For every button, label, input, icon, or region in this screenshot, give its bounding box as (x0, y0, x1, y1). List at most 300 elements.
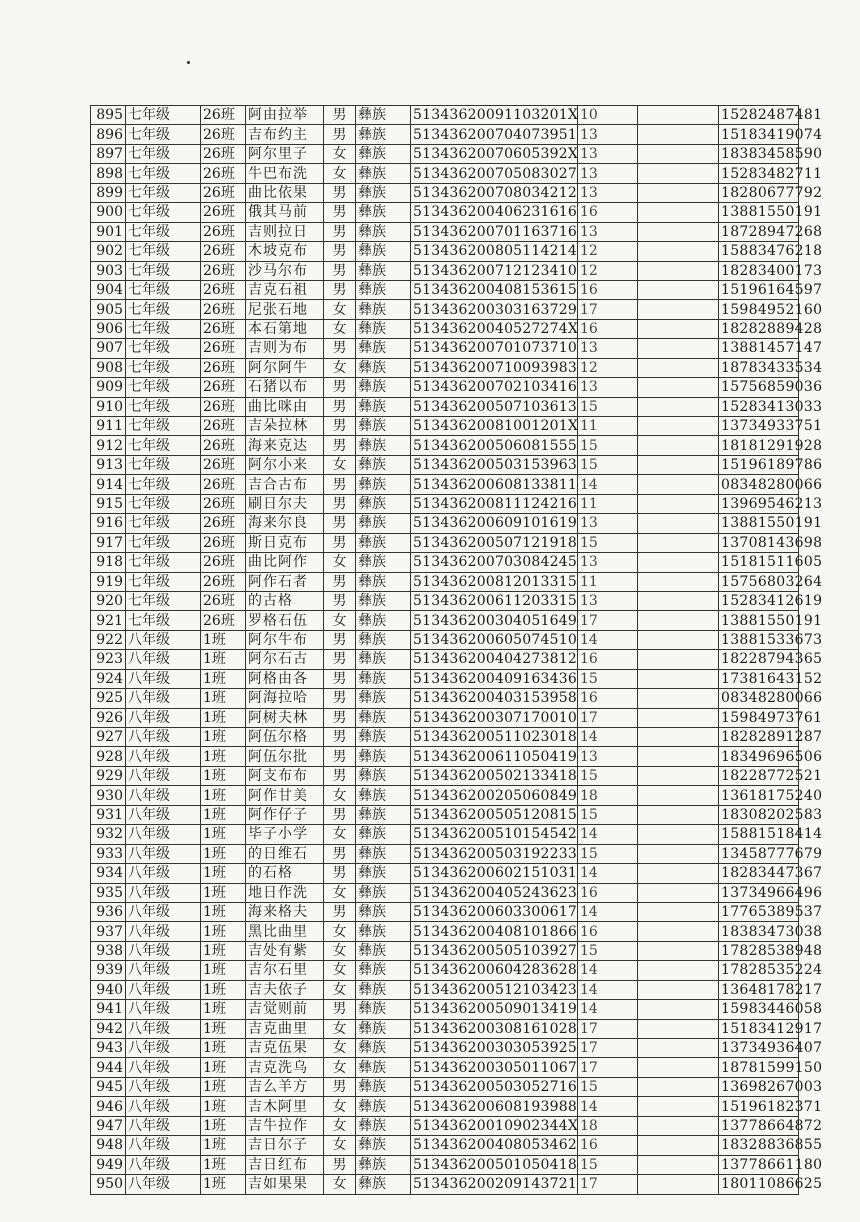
ethnicity-cell: 彝族 (356, 961, 411, 980)
phone-cell: 17765389537 (719, 902, 799, 921)
phone-cell: 15183412917 (719, 1019, 799, 1038)
id-number-cell: 513436200602151031 (411, 864, 578, 883)
id-number-cell: 513436200603300617 (411, 902, 578, 921)
phone-cell: 18181291928 (719, 436, 799, 455)
age-cell: 14 (578, 475, 638, 494)
id-number-cell: 513436200405243623 (411, 883, 578, 902)
age-cell: 13 (578, 514, 638, 533)
row-number: 921 (91, 611, 126, 630)
class-cell: 1班 (201, 980, 246, 999)
address-cell (638, 106, 719, 125)
grade-cell: 七年级 (126, 203, 201, 222)
row-number: 949 (91, 1155, 126, 1174)
id-number-cell: 513436200403153958 (411, 689, 578, 708)
row-number: 948 (91, 1136, 126, 1155)
id-number-cell: 513436200209143721 (411, 1175, 578, 1194)
id-number-cell: 51343620010902344X (411, 1116, 578, 1135)
phone-cell: 18011086625 (719, 1175, 799, 1194)
grade-cell: 八年级 (126, 689, 201, 708)
id-number-cell: 513436200503052716 (411, 1077, 578, 1096)
ethnicity-cell: 彝族 (356, 611, 411, 630)
row-number: 905 (91, 300, 126, 319)
class-cell: 1班 (201, 766, 246, 785)
row-number: 947 (91, 1116, 126, 1135)
phone-cell: 18228772521 (719, 766, 799, 785)
age-cell: 14 (578, 825, 638, 844)
name-cell: 阿尔里子 (246, 144, 324, 163)
age-cell: 15 (578, 436, 638, 455)
grade-cell: 八年级 (126, 786, 201, 805)
class-cell: 26班 (201, 572, 246, 591)
grade-cell: 八年级 (126, 864, 201, 883)
grade-cell: 八年级 (126, 805, 201, 824)
id-number-cell: 513436200304051649 (411, 611, 578, 630)
row-number: 917 (91, 533, 126, 552)
phone-cell: 18280677792 (719, 183, 799, 202)
age-cell: 15 (578, 397, 638, 416)
phone-cell: 13881550191 (719, 611, 799, 630)
sex-cell: 男 (324, 864, 356, 883)
id-number-cell: 513436200611203315 (411, 591, 578, 610)
row-number: 895 (91, 106, 126, 125)
address-cell (638, 183, 719, 202)
phone-cell: 18282891287 (719, 728, 799, 747)
name-cell: 阿伍尔批 (246, 747, 324, 766)
address-cell (638, 1058, 719, 1077)
id-number-cell: 513436200510154542 (411, 825, 578, 844)
name-cell: 阿尔阿牛 (246, 358, 324, 377)
sex-cell: 男 (324, 1155, 356, 1174)
row-number: 914 (91, 475, 126, 494)
ethnicity-cell: 彝族 (356, 203, 411, 222)
phone-cell: 18383458590 (719, 144, 799, 163)
table-row (91, 572, 799, 591)
id-number-cell: 513436200404273812 (411, 650, 578, 669)
name-cell: 阿作甘美 (246, 786, 324, 805)
grade-cell: 七年级 (126, 300, 201, 319)
table-row (91, 300, 799, 319)
table-row (91, 766, 799, 785)
table-row (91, 261, 799, 280)
sex-cell: 男 (324, 805, 356, 824)
name-cell: 吉夫依子 (246, 980, 324, 999)
class-cell: 1班 (201, 708, 246, 727)
phone-cell: 18328836855 (719, 1136, 799, 1155)
phone-cell: 15196189786 (719, 455, 799, 474)
row-number: 902 (91, 242, 126, 261)
table-row (91, 902, 799, 921)
sex-cell: 女 (324, 1058, 356, 1077)
row-number: 934 (91, 864, 126, 883)
ethnicity-cell: 彝族 (356, 514, 411, 533)
row-number: 941 (91, 1000, 126, 1019)
address-cell (638, 1000, 719, 1019)
address-cell (638, 300, 719, 319)
sex-cell: 女 (324, 1097, 356, 1116)
sex-cell: 男 (324, 378, 356, 397)
phone-cell: 15196164597 (719, 280, 799, 299)
table-row (91, 514, 799, 533)
class-cell: 1班 (201, 689, 246, 708)
grade-cell: 八年级 (126, 669, 201, 688)
grade-cell: 七年级 (126, 591, 201, 610)
grade-cell: 七年级 (126, 280, 201, 299)
ethnicity-cell: 彝族 (356, 1077, 411, 1096)
table-row (91, 203, 799, 222)
ethnicity-cell: 彝族 (356, 1039, 411, 1058)
phone-cell: 13881533673 (719, 630, 799, 649)
class-cell: 1班 (201, 1175, 246, 1194)
ethnicity-cell: 彝族 (356, 669, 411, 688)
class-cell: 1班 (201, 825, 246, 844)
name-cell: 吉布约主 (246, 125, 324, 144)
address-cell (638, 728, 719, 747)
address-cell (638, 630, 719, 649)
row-number: 943 (91, 1039, 126, 1058)
grade-cell: 七年级 (126, 339, 201, 358)
id-number-cell: 513436200512103423 (411, 980, 578, 999)
grade-cell: 八年级 (126, 1136, 201, 1155)
ethnicity-cell: 彝族 (356, 1116, 411, 1135)
ethnicity-cell: 彝族 (356, 358, 411, 377)
grade-cell: 七年级 (126, 183, 201, 202)
ethnicity-cell: 彝族 (356, 805, 411, 824)
table-row (91, 144, 799, 163)
row-number: 926 (91, 708, 126, 727)
class-cell: 26班 (201, 494, 246, 513)
table-row (91, 728, 799, 747)
grade-cell: 七年级 (126, 417, 201, 436)
ethnicity-cell: 彝族 (356, 319, 411, 338)
sex-cell: 女 (324, 786, 356, 805)
class-cell: 26班 (201, 242, 246, 261)
name-cell: 曲比咪由 (246, 397, 324, 416)
class-cell: 26班 (201, 358, 246, 377)
phone-cell: 15883476218 (719, 242, 799, 261)
table-row (91, 280, 799, 299)
address-cell (638, 980, 719, 999)
row-number: 945 (91, 1077, 126, 1096)
table-row (91, 436, 799, 455)
row-number: 940 (91, 980, 126, 999)
class-cell: 1班 (201, 1000, 246, 1019)
sex-cell: 男 (324, 494, 356, 513)
class-cell: 1班 (201, 883, 246, 902)
ethnicity-cell: 彝族 (356, 1019, 411, 1038)
age-cell: 13 (578, 553, 638, 572)
id-number-cell: 513436200702103416 (411, 378, 578, 397)
address-cell (638, 1136, 719, 1155)
class-cell: 1班 (201, 844, 246, 863)
grade-cell: 八年级 (126, 708, 201, 727)
address-cell (638, 961, 719, 980)
address-cell (638, 494, 719, 513)
phone-cell: 15196182371 (719, 1097, 799, 1116)
sex-cell: 女 (324, 1116, 356, 1135)
sex-cell: 男 (324, 280, 356, 299)
row-number: 935 (91, 883, 126, 902)
table-row (91, 883, 799, 902)
row-number: 927 (91, 728, 126, 747)
address-cell (638, 669, 719, 688)
id-number-cell: 513436200305011067 (411, 1058, 578, 1077)
row-number: 950 (91, 1175, 126, 1194)
row-number: 911 (91, 417, 126, 436)
id-number-cell: 51343620040527274X (411, 319, 578, 338)
name-cell: 吉日尔子 (246, 1136, 324, 1155)
sex-cell: 男 (324, 397, 356, 416)
table-row (91, 1019, 799, 1038)
id-number-cell: 513436200701163716 (411, 222, 578, 241)
id-number-cell: 513436200308161028 (411, 1019, 578, 1038)
name-cell: 吉日红布 (246, 1155, 324, 1174)
name-cell: 石猪以布 (246, 378, 324, 397)
age-cell: 13 (578, 125, 638, 144)
class-cell: 1班 (201, 961, 246, 980)
id-number-cell: 513436200406231616 (411, 203, 578, 222)
sex-cell: 女 (324, 1019, 356, 1038)
phone-cell: 15756859036 (719, 378, 799, 397)
table-row (91, 1175, 799, 1194)
grade-cell: 八年级 (126, 922, 201, 941)
grade-cell: 七年级 (126, 553, 201, 572)
phone-cell: 08348280066 (719, 475, 799, 494)
table-row (91, 1136, 799, 1155)
class-cell: 26班 (201, 183, 246, 202)
phone-cell: 15881518414 (719, 825, 799, 844)
table-row (91, 397, 799, 416)
sex-cell: 男 (324, 728, 356, 747)
row-number: 910 (91, 397, 126, 416)
sex-cell: 男 (324, 417, 356, 436)
id-number-cell: 513436200307170010 (411, 708, 578, 727)
address-cell (638, 922, 719, 941)
name-cell: 吉克伍果 (246, 1039, 324, 1058)
name-cell: 阿格由各 (246, 669, 324, 688)
row-number: 923 (91, 650, 126, 669)
grade-cell: 八年级 (126, 747, 201, 766)
age-cell: 15 (578, 844, 638, 863)
sex-cell: 女 (324, 611, 356, 630)
phone-cell: 18349696506 (719, 747, 799, 766)
grade-cell: 七年级 (126, 125, 201, 144)
table-row (91, 1116, 799, 1135)
table-row (91, 941, 799, 960)
name-cell: 阿由拉举 (246, 106, 324, 125)
grade-cell: 八年级 (126, 1097, 201, 1116)
ethnicity-cell: 彝族 (356, 125, 411, 144)
age-cell: 13 (578, 144, 638, 163)
phone-cell: 13734936407 (719, 1039, 799, 1058)
name-cell: 吉克曲里 (246, 1019, 324, 1038)
age-cell: 16 (578, 689, 638, 708)
row-number: 938 (91, 941, 126, 960)
class-cell: 26班 (201, 339, 246, 358)
age-cell: 13 (578, 591, 638, 610)
ethnicity-cell: 彝族 (356, 883, 411, 902)
grade-cell: 七年级 (126, 611, 201, 630)
row-number: 944 (91, 1058, 126, 1077)
name-cell: 地日作洗 (246, 883, 324, 902)
name-cell: 吉克石祖 (246, 280, 324, 299)
address-cell (638, 203, 719, 222)
ethnicity-cell: 彝族 (356, 300, 411, 319)
ethnicity-cell: 彝族 (356, 766, 411, 785)
address-cell (638, 397, 719, 416)
phone-cell: 17828538948 (719, 941, 799, 960)
phone-cell: 13881457147 (719, 339, 799, 358)
table-row (91, 922, 799, 941)
grade-cell: 八年级 (126, 1116, 201, 1135)
table-row (91, 533, 799, 552)
grade-cell: 八年级 (126, 1019, 201, 1038)
address-cell (638, 825, 719, 844)
name-cell: 曲比阿作 (246, 553, 324, 572)
name-cell: 本石第地 (246, 319, 324, 338)
ethnicity-cell: 彝族 (356, 475, 411, 494)
id-number-cell: 513436200409163436 (411, 669, 578, 688)
phone-cell: 13778664872 (719, 1116, 799, 1135)
name-cell: 俄其马前 (246, 203, 324, 222)
row-number: 946 (91, 1097, 126, 1116)
phone-cell: 13881550191 (719, 514, 799, 533)
ethnicity-cell: 彝族 (356, 280, 411, 299)
age-cell: 15 (578, 669, 638, 688)
age-cell: 15 (578, 455, 638, 474)
address-cell (638, 164, 719, 183)
address-cell (638, 1019, 719, 1038)
table-row (91, 650, 799, 669)
table-row (91, 591, 799, 610)
age-cell: 14 (578, 980, 638, 999)
table-row (91, 825, 799, 844)
sex-cell: 男 (324, 708, 356, 727)
phone-cell: 13881550191 (719, 203, 799, 222)
age-cell: 16 (578, 922, 638, 941)
id-number-cell: 513436200502133418 (411, 766, 578, 785)
ethnicity-cell: 彝族 (356, 630, 411, 649)
ethnicity-cell: 彝族 (356, 844, 411, 863)
ethnicity-cell: 彝族 (356, 1058, 411, 1077)
id-number-cell: 513436200507121918 (411, 533, 578, 552)
sex-cell: 男 (324, 261, 356, 280)
table-row (91, 786, 799, 805)
age-cell: 14 (578, 1097, 638, 1116)
grade-cell: 七年级 (126, 358, 201, 377)
phone-cell: 18283447367 (719, 864, 799, 883)
ethnicity-cell: 彝族 (356, 222, 411, 241)
table-row (91, 630, 799, 649)
age-cell: 13 (578, 747, 638, 766)
age-cell: 13 (578, 183, 638, 202)
id-number-cell: 513436200605074510 (411, 630, 578, 649)
grade-cell: 七年级 (126, 475, 201, 494)
class-cell: 26班 (201, 280, 246, 299)
address-cell (638, 378, 719, 397)
class-cell: 26班 (201, 144, 246, 163)
address-cell (638, 1039, 719, 1058)
age-cell: 17 (578, 611, 638, 630)
grade-cell: 七年级 (126, 514, 201, 533)
class-cell: 1班 (201, 728, 246, 747)
row-number: 897 (91, 144, 126, 163)
ethnicity-cell: 彝族 (356, 708, 411, 727)
age-cell: 11 (578, 572, 638, 591)
address-cell (638, 902, 719, 921)
row-number: 932 (91, 825, 126, 844)
name-cell: 吉朵拉林 (246, 417, 324, 436)
class-cell: 26班 (201, 553, 246, 572)
ethnicity-cell: 彝族 (356, 1000, 411, 1019)
sex-cell: 男 (324, 533, 356, 552)
grade-cell: 八年级 (126, 728, 201, 747)
table-row (91, 611, 799, 630)
age-cell: 12 (578, 358, 638, 377)
age-cell: 15 (578, 941, 638, 960)
address-cell (638, 144, 719, 163)
grade-cell: 八年级 (126, 980, 201, 999)
age-cell: 16 (578, 319, 638, 338)
phone-cell: 13698267003 (719, 1077, 799, 1096)
table-row (91, 1077, 799, 1096)
ethnicity-cell: 彝族 (356, 1175, 411, 1194)
phone-cell: 15984973761 (719, 708, 799, 727)
age-cell: 15 (578, 533, 638, 552)
address-cell (638, 766, 719, 785)
address-cell (638, 358, 719, 377)
row-number: 924 (91, 669, 126, 688)
id-number-cell: 513436200503153963 (411, 455, 578, 474)
row-number: 904 (91, 280, 126, 299)
address-cell (638, 844, 719, 863)
id-number-cell: 513436200509013419 (411, 1000, 578, 1019)
ethnicity-cell: 彝族 (356, 980, 411, 999)
class-cell: 26班 (201, 611, 246, 630)
table-row (91, 164, 799, 183)
phone-cell: 13708143698 (719, 533, 799, 552)
name-cell: 阿海拉哈 (246, 689, 324, 708)
row-number: 899 (91, 183, 126, 202)
table-row (91, 1155, 799, 1174)
sex-cell: 男 (324, 1000, 356, 1019)
grade-cell: 七年级 (126, 397, 201, 416)
table-row (91, 319, 799, 338)
address-cell (638, 319, 719, 338)
age-cell: 16 (578, 650, 638, 669)
name-cell: 阿作仔子 (246, 805, 324, 824)
class-cell: 26班 (201, 417, 246, 436)
id-number-cell: 513436200303053925 (411, 1039, 578, 1058)
name-cell: 毕子小学 (246, 825, 324, 844)
id-number-cell: 513436200811124216 (411, 494, 578, 513)
class-cell: 1班 (201, 669, 246, 688)
id-number-cell: 513436200501050418 (411, 1155, 578, 1174)
sex-cell: 男 (324, 222, 356, 241)
grade-cell: 八年级 (126, 1058, 201, 1077)
address-cell (638, 689, 719, 708)
grade-cell: 七年级 (126, 319, 201, 338)
grade-cell: 八年级 (126, 1000, 201, 1019)
table-row (91, 125, 799, 144)
age-cell: 13 (578, 222, 638, 241)
row-number: 929 (91, 766, 126, 785)
grade-cell: 八年级 (126, 961, 201, 980)
row-number: 922 (91, 630, 126, 649)
sex-cell: 女 (324, 553, 356, 572)
class-cell: 1班 (201, 747, 246, 766)
id-number-cell: 51343620091103201X (411, 106, 578, 125)
name-cell: 海来尔良 (246, 514, 324, 533)
